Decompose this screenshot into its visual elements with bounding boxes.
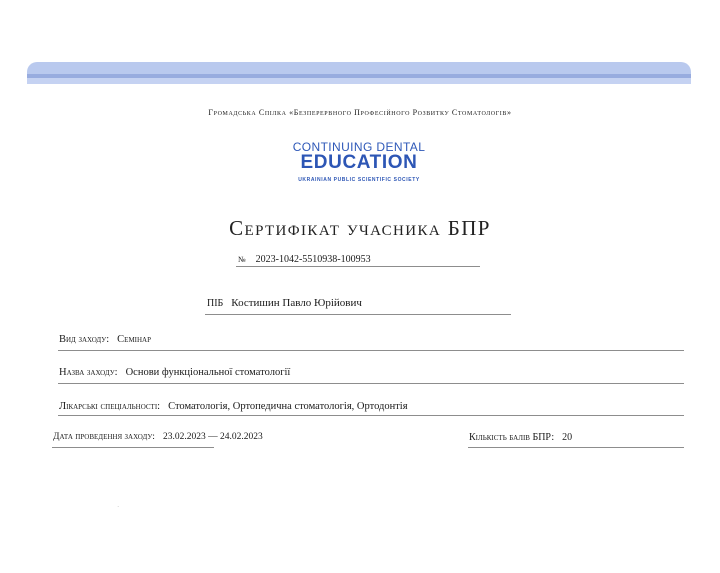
event-name-value: Основи функціональної стоматології	[125, 367, 291, 378]
logo-line-1: CONTINUING DENTAL	[292, 140, 426, 154]
top-decorative-band	[27, 62, 691, 84]
certificate-number-value: 2023-1042-5510938-100953	[255, 254, 371, 265]
participant-name: Костишин Павло Юрійович	[231, 297, 362, 309]
participant-label: ПІБ	[207, 298, 224, 309]
certificate-title: Сертифікат учасника БПР	[229, 216, 491, 240]
specialties-label: Лікарські спеціальності:	[59, 401, 161, 412]
event-type-label: Вид заходу:	[59, 334, 110, 345]
specialties-field	[59, 401, 408, 412]
event-name-underline	[58, 383, 684, 384]
event-dates-value: 23.02.2023 — 24.02.2023	[162, 432, 263, 442]
certificate-number-label: №	[238, 255, 246, 264]
event-name-field	[59, 367, 290, 378]
points-underline	[468, 447, 684, 448]
event-dates-label: Дата проведення заходу:	[53, 432, 155, 442]
certificate-number-underline	[236, 266, 480, 267]
event-type-underline	[58, 350, 684, 351]
organization-name: Громадська Спілка «Безперервного Професійного Розвитку Стоматологів»	[208, 108, 512, 117]
points-label: Кількість балів БПР:	[469, 432, 555, 443]
participant-underline	[205, 314, 511, 315]
event-type-field	[59, 334, 151, 345]
stray-mark: ·	[117, 503, 120, 511]
cde-logo	[292, 141, 426, 185]
points-field	[469, 432, 572, 443]
event-type-value: Семінар	[117, 334, 152, 345]
event-dates-underline	[52, 447, 214, 448]
event-name-label: Назва заходу:	[59, 367, 118, 378]
logo-line-2: EDUCATION	[300, 152, 418, 173]
points-value: 20	[562, 432, 573, 443]
certificate-number-field	[238, 254, 371, 265]
participant-field	[207, 297, 362, 309]
logo-line-3: UKRAINIAN PUBLIC SCIENTIFIC SOCIETY	[298, 177, 420, 183]
specialties-underline	[58, 415, 684, 416]
event-dates-field	[53, 432, 263, 442]
specialties-value: Стоматологія, Ортопедична стоматологія, Ортодонтія	[168, 401, 408, 412]
